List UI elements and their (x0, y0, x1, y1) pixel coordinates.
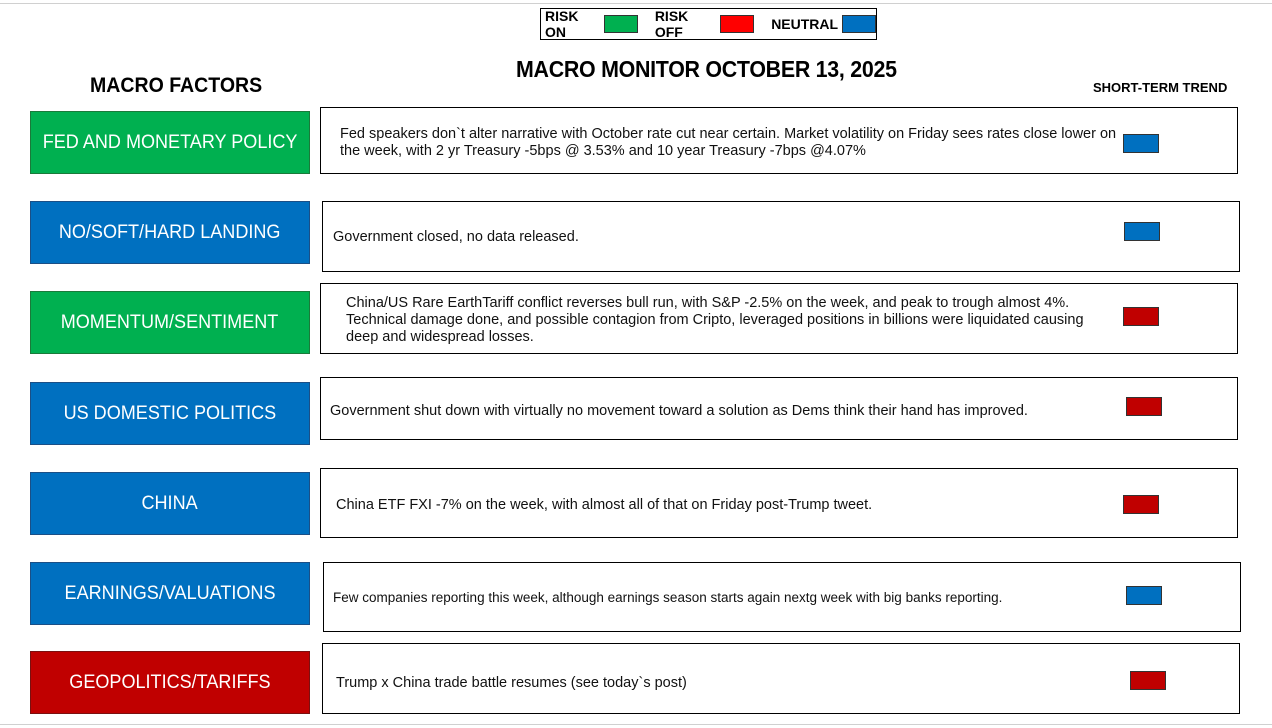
commentary-box-fed (320, 107, 1238, 174)
legend-risk-off-label: RISK OFF (654, 8, 689, 40)
commentary-text: China/US Rare EarthTariff conflict reverses bull run, with S&P -2.5% on the week, and peak to trough almost 4%. Technical damage done, and possible contagion from Cripto, leveraged positions in billions were liquidated causing deep and widespread losses. (346, 295, 1084, 345)
commentary-box-earnings (323, 562, 1241, 632)
legend-neutral-label: NEUTRAL (771, 16, 839, 32)
legend-risk-on-swatch (604, 15, 638, 33)
bottom-divider (0, 724, 1272, 725)
commentary-text: Trump x China trade battle resumes (see today`s post) (336, 675, 687, 691)
trend-indicator (1126, 586, 1162, 605)
factor-fed-monetary-policy (30, 111, 310, 174)
commentary-text: Few companies reporting this week, although earnings season starts again nextg week with big banks reporting. (333, 590, 1003, 605)
legend-risk-off-swatch (720, 15, 754, 33)
factor-us-domestic-politics (30, 382, 310, 445)
commentary-box-momentum (320, 283, 1238, 354)
commentary-text: Fed speakers don`t alter narrative with October rate cut near certain. Market volatility on Friday sees rates close lower on the week, with 2 yr Treasury -5bps @ 3.53% and 10 year Treasury -7bps @4.07% (340, 126, 1117, 159)
factor-label: US DOMESTIC POLITICS (63, 402, 277, 424)
commentary-box-geopolitics (322, 643, 1240, 714)
factor-label: CHINA (141, 492, 199, 514)
factor-label: MOMENTUM/SENTIMENT (61, 311, 279, 333)
legend (540, 8, 877, 40)
legend-neutral-swatch (842, 15, 876, 33)
commentary-box-landing (322, 201, 1240, 272)
page-title: MACRO MONITOR OCTOBER 13, 2025 (516, 56, 897, 82)
factor-label: GEOPOLITICS/TARIFFS (69, 671, 271, 693)
trend-indicator (1124, 222, 1160, 241)
legend-risk-on-label: RISK ON (545, 8, 579, 40)
top-divider (0, 3, 1272, 4)
factor-label: NO/SOFT/HARD LANDING (59, 221, 281, 243)
factor-label: FED AND MONETARY POLICY (42, 131, 298, 153)
factor-geopolitics-tariffs (30, 651, 310, 714)
trend-indicator (1123, 134, 1159, 153)
trend-indicator (1130, 671, 1166, 690)
short-term-trend-heading: SHORT-TERM TREND (1093, 80, 1228, 95)
commentary-text: China ETF FXI -7% on the week, with almost all of that on Friday post-Trump tweet. (336, 497, 873, 513)
factor-landing (30, 201, 310, 264)
factor-momentum-sentiment (30, 291, 310, 354)
commentary-text: Government closed, no data released. (333, 229, 579, 245)
commentary-box-china (320, 468, 1238, 538)
macro-factors-heading: MACRO FACTORS (90, 74, 263, 97)
trend-indicator (1123, 307, 1159, 326)
factor-label: EARNINGS/VALUATIONS (64, 582, 276, 604)
trend-indicator (1126, 397, 1162, 416)
factor-earnings-valuations (30, 562, 310, 625)
factor-china (30, 472, 310, 535)
commentary-box-politics (320, 377, 1238, 440)
commentary-text: Government shut down with virtually no movement toward a solution as Dems think their hand has improved. (330, 403, 1028, 419)
trend-indicator (1123, 495, 1159, 514)
